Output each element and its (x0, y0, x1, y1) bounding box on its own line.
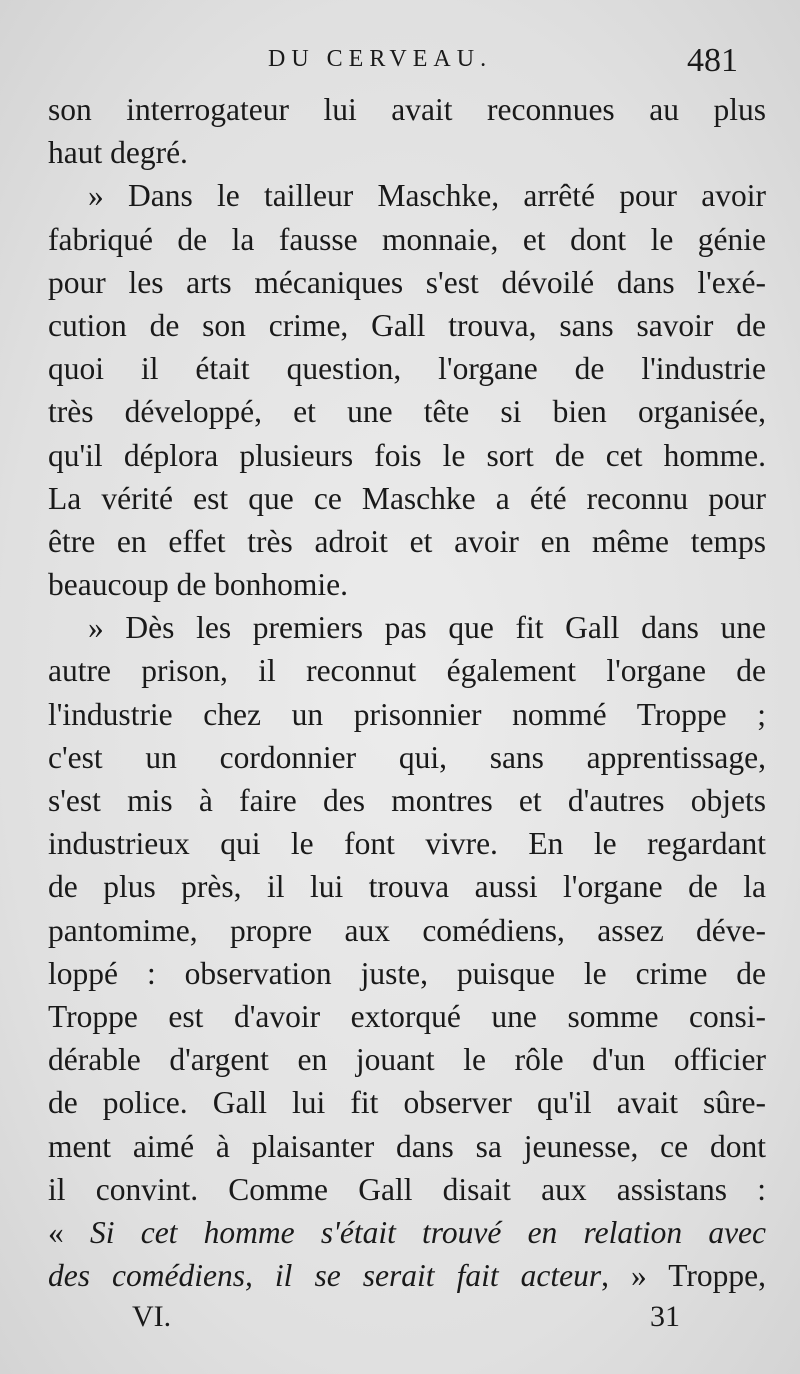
signature-mark: VI. (132, 1300, 172, 1333)
signature-number: 31 (650, 1300, 680, 1333)
quoted-italic-text: Si cet homme s'était trouvé en relation avec (89, 1214, 767, 1250)
text-line: industrieux qui le font vivre. En le regardant (48, 826, 766, 862)
text-line: il convint. Comme Gall disait aux assistans : (48, 1171, 766, 1207)
text-line: de plus près, il lui trouva aussi l'organe de la (48, 869, 766, 905)
text-line: être en effet très adroit et avoir en même temps (48, 523, 766, 559)
text-line: qu'il déplora plusieurs fois le sort de cet homme. (48, 437, 766, 473)
page-number: 481 (687, 42, 738, 79)
text-line: son interrogateur lui avait reconnues au plus (48, 92, 766, 127)
text-line: beaucoup de bonhomie. (48, 567, 349, 603)
quoted-italic-text: des comédiens, il se serait fait acteur (48, 1258, 602, 1294)
text-line: cution de son crime, Gall trouva, sans savoir de (48, 307, 766, 343)
text-line: La vérité est que ce Maschke a été reconnu pour (48, 480, 766, 516)
text-line: s'est mis à faire des montres et d'autres objets (48, 783, 766, 818)
text-line: loppé : observation juste, puisque le crime de (48, 955, 766, 991)
running-head: DU CERVEAU. (268, 46, 493, 72)
text-line: dérable d'argent en jouant le rôle d'un officier (48, 1042, 766, 1078)
page-header (0, 42, 800, 82)
text-line: de police. Gall lui fit observer qu'il avait sûre- (48, 1085, 766, 1121)
page-footer (0, 1300, 800, 1340)
text-line: autre prison, il reconnut également l'organe de (48, 653, 766, 689)
text-line: pantomime, propre aux comédiens, assez déve- (48, 912, 766, 948)
text-line: » Dans le tailleur Maschke, arrêté pour avoir (88, 178, 766, 214)
text-line: » Dès les premiers pas que fit Gall dans une (88, 610, 766, 646)
text-line: fabriqué de la fausse monnaie, et dont le génie (48, 221, 766, 257)
text-line: très développé, et une tête si bien organisée, (48, 394, 766, 430)
body-text (48, 88, 766, 1297)
open-quote: « (48, 1214, 90, 1250)
text-line: pour les arts mécaniques s'est dévoilé dans l'exé- (48, 264, 766, 300)
text-line-quote-end (48, 1254, 766, 1297)
quote-close-text: , » Troppe, (601, 1258, 766, 1294)
text-line: quoi il était question, l'organe de l'industrie (48, 351, 766, 387)
text-line: haut degré. (48, 135, 188, 171)
text-line-quote-start (48, 1211, 766, 1254)
text-line: ment aimé à plaisanter dans sa jeunesse, ce dont (48, 1128, 766, 1164)
text-line: c'est un cordonnier qui, sans apprentissage, (48, 739, 766, 775)
text-line: l'industrie chez un prisonnier nommé Troppe ; (48, 696, 766, 732)
text-line: Troppe est d'avoir extorqué une somme consi- (48, 998, 766, 1034)
